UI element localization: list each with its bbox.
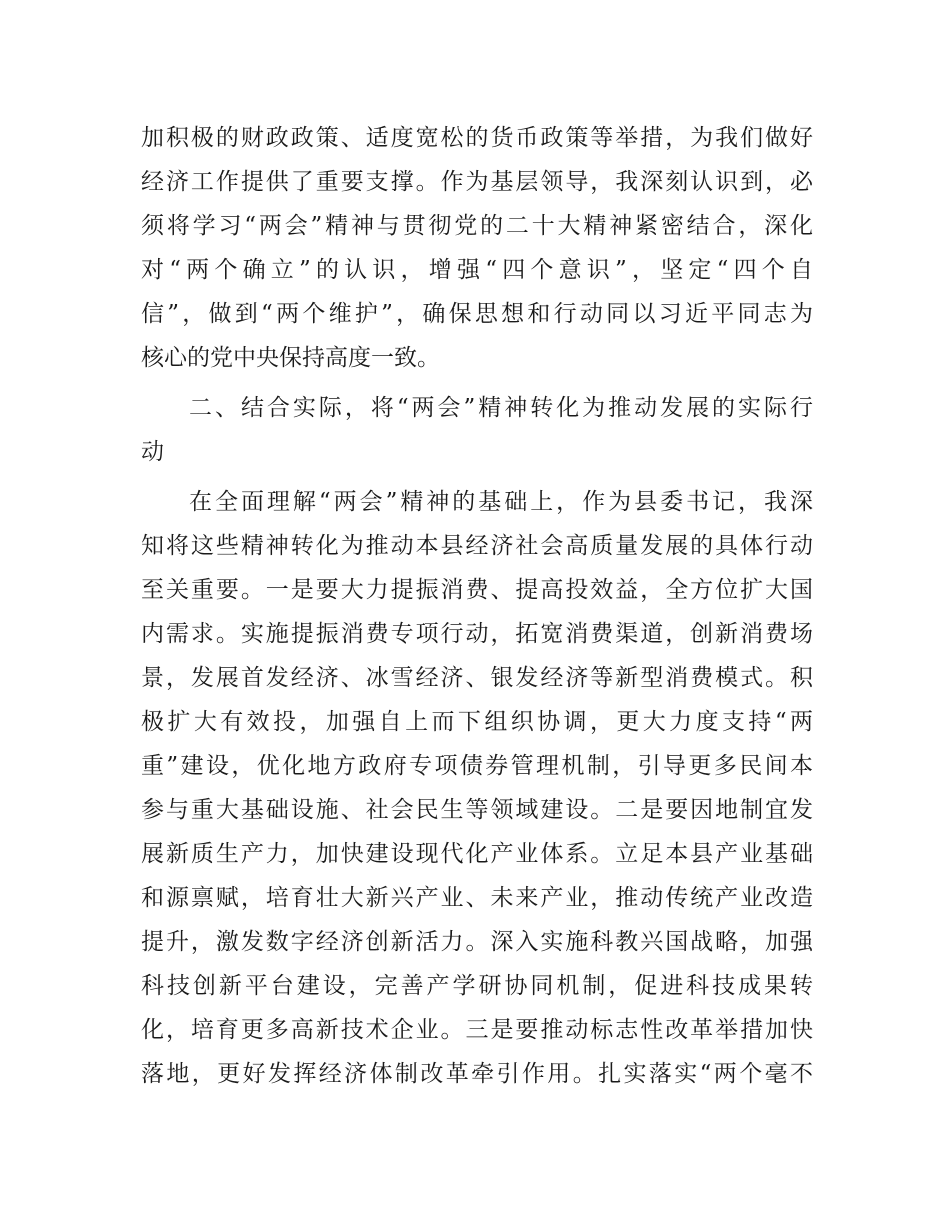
text-line: 经济工作提供了重要支撑。作为基层领导，我深刻认识到，必 bbox=[141, 169, 813, 195]
text-line: 信”，做到“两个维护”，确保思想和行动同以习近平同志为 bbox=[141, 301, 813, 327]
text-line: 至关重要。一是要大力提振消费、提高投效益，全方位扩大国 bbox=[141, 577, 813, 603]
text-line: 知将这些精神转化为推动本县经济社会高质量发展的具体行动 bbox=[141, 533, 813, 559]
text-line: 在全面理解“两会”精神的基础上，作为县委书记，我深 bbox=[189, 489, 813, 515]
text-line: 景，发展首发经济、冰雪经济、银发经济等新型消费模式。积 bbox=[141, 665, 813, 691]
heading-line: 二、结合实际，将“两会”精神转化为推动发展的实际行 bbox=[189, 395, 813, 421]
text-line: 提升，激发数字经济创新活力。深入实施科教兴国战略，加强 bbox=[141, 929, 813, 955]
text-line: 和源禀赋，培育壮大新兴产业、未来产业，推动传统产业改造 bbox=[141, 885, 813, 911]
section-heading-2 bbox=[141, 386, 813, 474]
paragraph-2 bbox=[141, 480, 813, 1096]
document-body bbox=[141, 116, 813, 1096]
text-line: 落地，更好发挥经济体制改革牵引作用。扎实落实“两个毫不 bbox=[141, 1061, 813, 1087]
text-line: 展新质生产力，加快建设现代化产业体系。立足本县产业基础 bbox=[141, 841, 813, 867]
text-line: 须将学习“两会”精神与贯彻党的二十大精神紧密结合，深化 bbox=[141, 213, 813, 239]
text-line: 参与重大基础设施、社会民生等领域建设。二是要因地制宜发 bbox=[141, 797, 813, 823]
paragraph-1 bbox=[141, 116, 813, 380]
text-line: 极扩大有效投，加强自上而下组织协调，更大力度支持“两 bbox=[141, 709, 813, 735]
text-line: 重”建设，优化地方政府专项债券管理机制，引导更多民间本 bbox=[141, 753, 813, 779]
text-line: 内需求。实施提振消费专项行动，拓宽消费渠道，创新消费场 bbox=[141, 621, 813, 647]
heading-line: 动 bbox=[141, 439, 164, 465]
text-line: 核心的党中央保持高度一致。 bbox=[141, 345, 440, 371]
text-line: 对“两个确立”的认识，增强“四个意识”，坚定“四个自 bbox=[141, 257, 813, 283]
text-line: 化，培育更多高新技术企业。三是要推动标志性改革举措加快 bbox=[141, 1017, 813, 1043]
text-line: 加积极的财政政策、适度宽松的货币政策等举措，为我们做好 bbox=[141, 125, 813, 151]
text-line: 科技创新平台建设，完善产学研协同机制，促进科技成果转 bbox=[141, 973, 813, 999]
